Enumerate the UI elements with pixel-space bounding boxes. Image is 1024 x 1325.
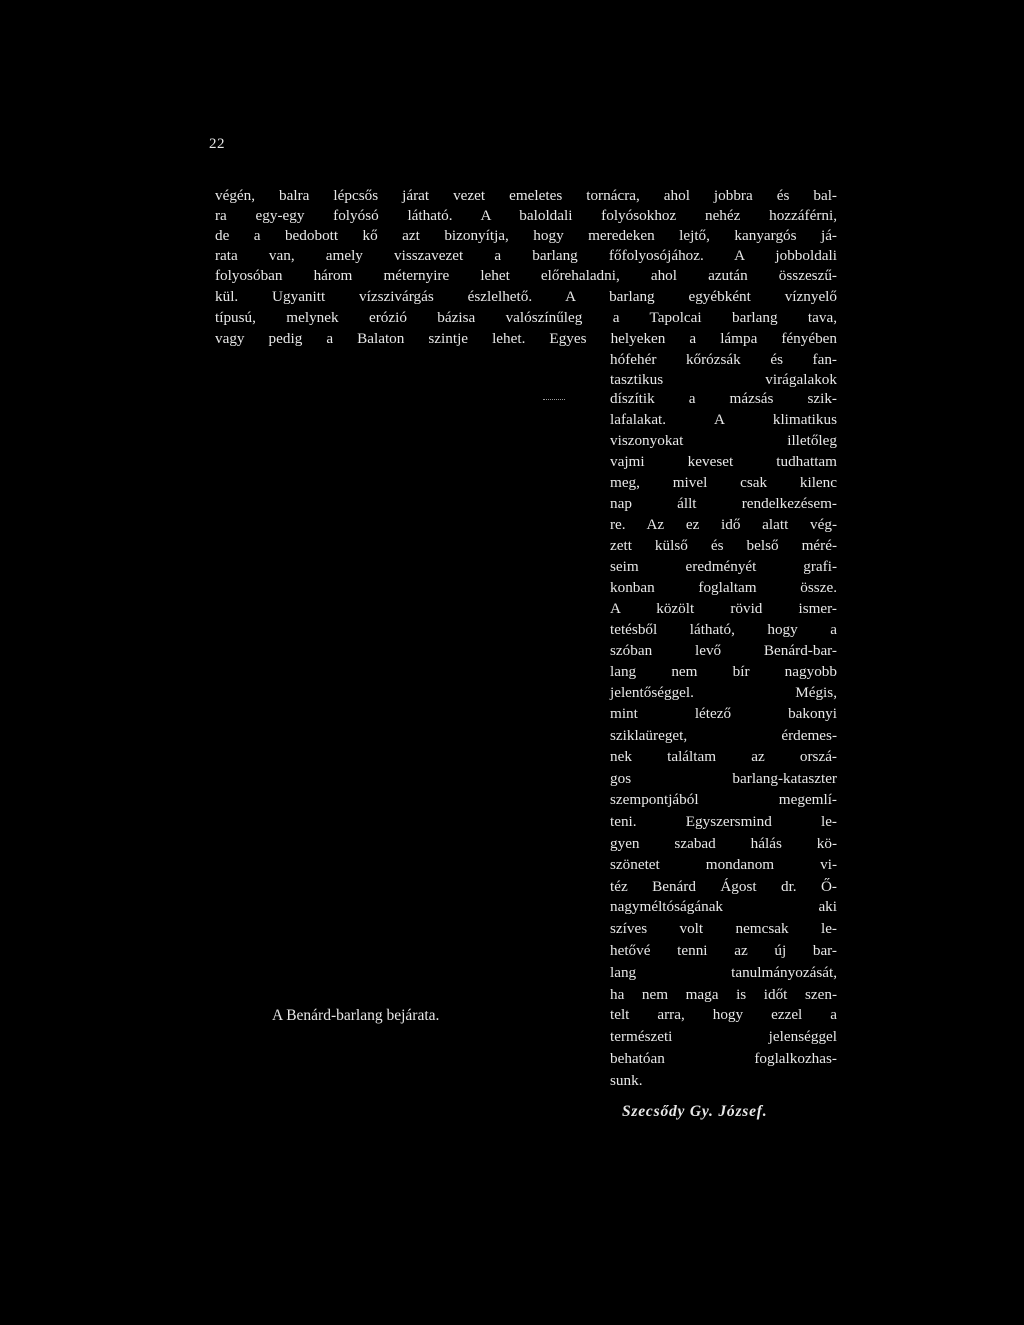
column-line: telt arra, hogy ezzel a [610, 1006, 837, 1023]
column-line: zett külső és belső méré- [610, 537, 837, 554]
column-line: nap állt rendelkezésem- [610, 495, 837, 512]
column-line: hetővé tenni az új bar- [610, 942, 837, 959]
column-line: behatóan foglalkozhas- [610, 1050, 837, 1067]
column-line: sziklaüreget, érdemes- [610, 727, 837, 744]
column-line: konban foglaltam össze. [610, 579, 837, 596]
column-line: viszonyokat illetőleg [610, 432, 837, 449]
column-line: szönetet mondanom vi- [610, 856, 837, 873]
body-line: de a bedobott kő azt bizonyítja, hogy meredeken lejtő, kanyargós já- [215, 227, 837, 244]
column-line: gos barlang-kataszter [610, 770, 837, 787]
column-line: seim eredményét grafi- [610, 558, 837, 575]
column-line: szempontjából megemlí- [610, 791, 837, 808]
column-line: szíves volt nemcsak le- [610, 920, 837, 937]
page-number: 22 [209, 136, 225, 152]
column-line: jelentőséggel. Mégis, [610, 684, 837, 701]
body-line: folyosóban három méternyire lehet előrehaladni, ahol azután összeszű- [215, 267, 837, 284]
column-line: nagyméltóságának aki [610, 898, 837, 915]
column-line: lafalakat. A klimatikus [610, 411, 837, 428]
column-line: A közölt rövid ismer- [610, 600, 837, 617]
body-line: ra egy-egy folyósó látható. A baloldali folyósokhoz nehéz hozzáférni, [215, 207, 837, 224]
column-line: re. Az ez idő alatt vég- [610, 516, 837, 533]
column-line: hófehér kőrózsák és fan- [610, 351, 837, 368]
scan-speck [543, 399, 565, 402]
column-line: szóban levő Benárd-bar- [610, 642, 837, 659]
column-line: lang tanulmányozását, [610, 964, 837, 981]
column-line: gyen szabad hálás kö- [610, 835, 837, 852]
column-line: természeti jelenséggel [610, 1028, 837, 1045]
column-line: ha nem maga is időt szen- [610, 986, 837, 1003]
photo-caption: A Benárd-barlang bejárata. [272, 1007, 440, 1024]
body-line: típusú, melynek erózió bázisa valószínűleg a Tapolcai barlang tava, [215, 309, 837, 326]
column-line: tetésből látható, hogy a [610, 621, 837, 638]
body-line: vagy pedig a Balaton szintje lehet. Egyes helyeken a lámpa fényében [215, 330, 837, 347]
column-line: sunk. [610, 1072, 643, 1089]
column-line: lang nem bír nagyobb [610, 663, 837, 680]
author-signature: Szecsődy Gy. József. [622, 1103, 768, 1120]
column-line: nek találtam az orszá- [610, 748, 837, 765]
column-line: mint létező bakonyi [610, 705, 837, 722]
column-line: teni. Egyszersmind le- [610, 813, 837, 830]
column-line: díszítik a mázsás szik- [610, 390, 837, 407]
column-line: meg, mivel csak kilenc [610, 474, 837, 491]
column-line: téz Benárd Ágost dr. Ő- [610, 878, 837, 895]
body-line: végén, balra lépcsős járat vezet emeletes tornácra, ahol jobbra és bal- [215, 187, 837, 204]
column-line: tasztikus virágalakok [610, 371, 837, 388]
column-line: vajmi keveset tudhattam [610, 453, 837, 470]
body-line: kül. Ugyanitt vízszivárgás észlelhető. A barlang egyébként víznyelő [215, 288, 837, 305]
body-line: rata van, amely visszavezet a barlang főfolyosójához. A jobboldali [215, 247, 837, 264]
